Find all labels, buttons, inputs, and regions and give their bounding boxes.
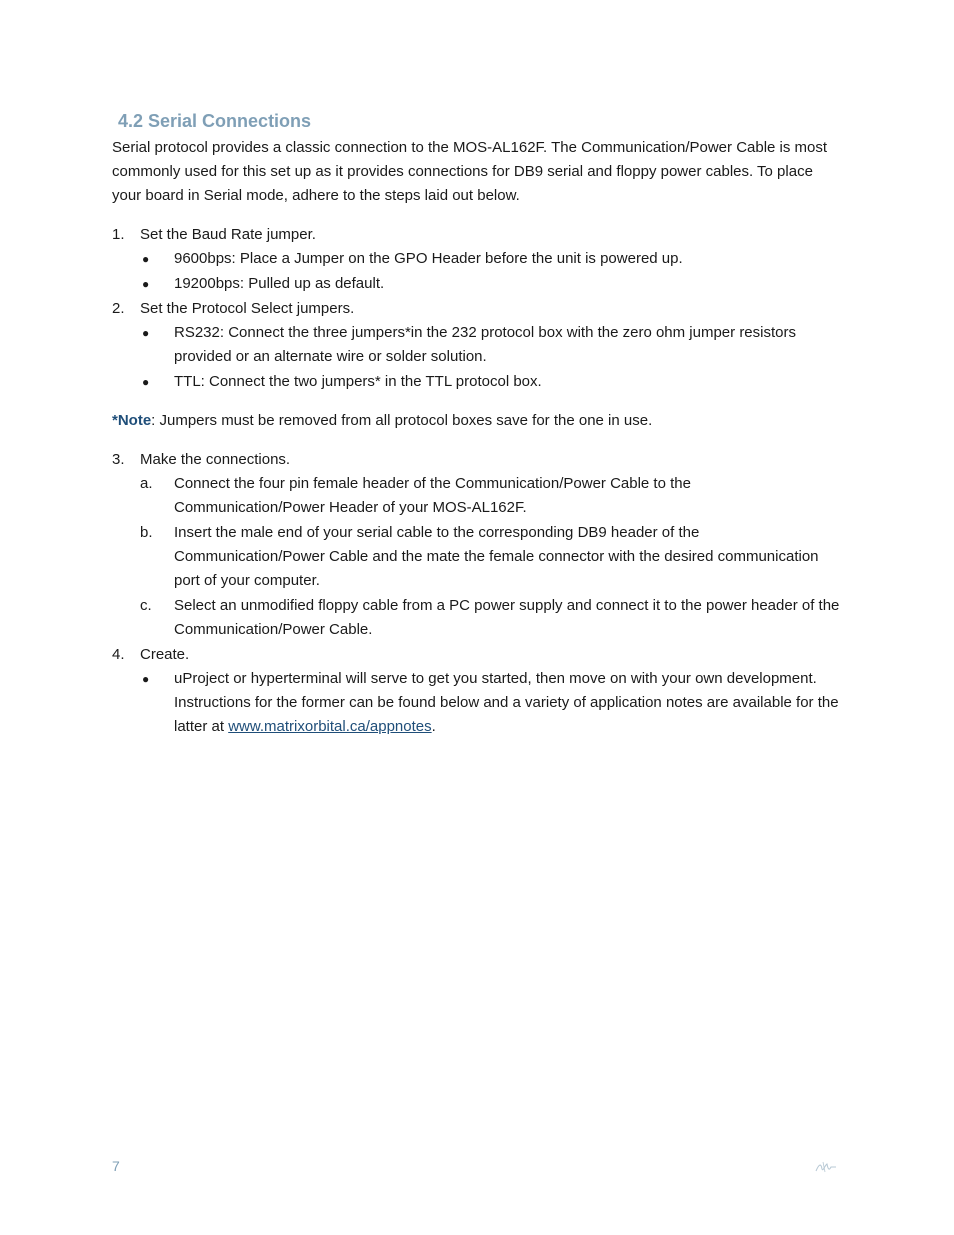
list-item-step-2 xyxy=(112,297,842,321)
bullet-text: 19200bps: Pulled up as default. xyxy=(174,275,385,292)
subitem-text: Connect the four pin female header of the Communication/Power Cable to the Communication/Power Header of your MOS-AL162F. xyxy=(174,475,691,516)
bullet-icon: ● xyxy=(142,277,150,291)
bullet-icon: ● xyxy=(142,252,150,266)
steps-list-part2 xyxy=(112,448,842,739)
list-item xyxy=(140,247,842,271)
steps-list-part1 xyxy=(112,223,842,394)
subitem-text: Insert the male end of your serial cable to the corresponding DB9 header of the Communication/Power Cable and the mate the female connector with the desired communication port of your computer. xyxy=(174,524,819,589)
list-item xyxy=(140,370,842,394)
step-4-bullets xyxy=(112,667,842,739)
subitem-text: Select an unmodified floppy cable from a PC power supply and connect it to the power header of the Communication/Power Cable. xyxy=(174,597,840,638)
step-text: Create. xyxy=(140,646,190,663)
subitem-label: c. xyxy=(140,597,152,614)
section-heading: 4.2 Serial Connections xyxy=(118,111,312,131)
note-text: : Jumpers must be removed from all protocol boxes save for the one in use. xyxy=(151,412,653,429)
list-item xyxy=(140,521,842,593)
subitem-label: a. xyxy=(140,475,153,492)
intro-paragraph: Serial protocol provides a classic connection to the MOS-AL162F. The Communication/Power Cable is most commonly used for this set up as it provides connections for DB9 serial and floppy power cables. To place your board in Serial mode, adhere to the steps laid out below. xyxy=(112,139,828,204)
matrix-orbital-signature-icon xyxy=(814,1160,838,1174)
step-number: 2. xyxy=(112,300,125,317)
appnotes-link[interactable]: www.matrixorbital.ca/appnotes xyxy=(228,718,432,735)
document-page xyxy=(112,108,842,740)
bullet-icon: ● xyxy=(142,375,150,389)
step-2-bullets xyxy=(112,321,842,394)
subitem-label: b. xyxy=(140,524,153,541)
bullet-text: TTL: Connect the two jumpers* in the TTL protocol box. xyxy=(174,373,542,390)
list-item-step-4 xyxy=(112,643,842,667)
step-number: 4. xyxy=(112,646,125,663)
step-number: 3. xyxy=(112,451,125,468)
bullet-text: 9600bps: Place a Jumper on the GPO Header before the unit is powered up. xyxy=(174,250,683,267)
bullet-text-post: . xyxy=(431,718,436,735)
step-number: 1. xyxy=(112,226,125,243)
bullet-text: RS232: Connect the three jumpers*in the 232 protocol box with the zero ohm jumper resistors provided or an alternate wire or solder solution. xyxy=(174,324,796,365)
list-item-step-1 xyxy=(112,223,842,247)
bullet-text xyxy=(174,667,842,739)
list-item xyxy=(140,272,842,296)
page-number: 7 xyxy=(112,1158,120,1174)
step-1-bullets xyxy=(112,247,842,296)
note-paragraph xyxy=(112,409,842,433)
list-item xyxy=(140,667,842,739)
step-text: Make the connections. xyxy=(140,451,291,468)
bullet-icon: ● xyxy=(142,672,150,686)
list-item xyxy=(140,321,842,369)
step-text: Set the Baud Rate jumper. xyxy=(140,226,316,243)
list-item xyxy=(140,472,842,520)
step-3-subitems xyxy=(112,472,842,642)
list-item xyxy=(140,594,842,642)
list-item-step-3 xyxy=(112,448,842,472)
bullet-icon: ● xyxy=(142,326,150,340)
step-text: Set the Protocol Select jumpers. xyxy=(140,300,355,317)
note-label: *Note xyxy=(112,412,152,429)
bullet-text-pre: uProject or hyperterminal will serve to get you started, then move on with your own development. Instructions for the former can be found below and a variety of application notes are available for the latter at xyxy=(174,670,839,735)
